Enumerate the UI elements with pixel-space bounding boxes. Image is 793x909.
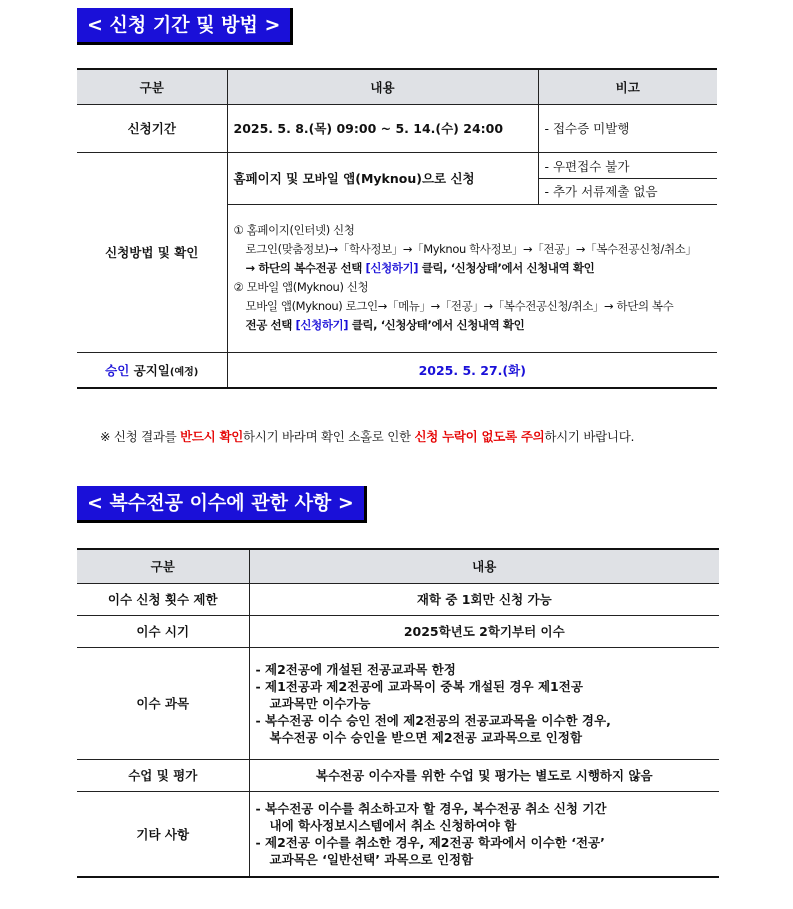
row-content-limit: 재학 중 1회만 신청 가능 [249,583,719,615]
header-content: 내용 [249,549,719,583]
row-content-period: 2025학년도 2학기부터 이수 [249,615,719,647]
row-content-class: 복수전공 이수자를 위한 수업 및 평가는 별도로 시행하지 않음 [249,759,719,791]
web-method-title: ① 홈페이지(인터넷) 신청 [233,223,355,237]
app-method-step: 전공 선택 [신청하기] 클릭, ‘신청상태’에서 신청내역 확인 [245,318,525,332]
row-label-courses: 이수 과목 [77,647,249,759]
apply-button-label: [신청하기] [365,261,419,275]
list-item: - 복수전공 이수를 취소하고자 할 경우, 복수전공 취소 신청 기간 [255,800,607,816]
list-item: - 제1전공과 제2전공에 교과목이 중복 개설된 경우 제1전공 [255,678,583,694]
header-content: 내용 [227,69,538,104]
section-title-double-major: < 복수전공 이수에 관한 사항 > [77,486,367,523]
method-note-postal: - 우편접수 불가 [539,154,718,179]
approval-label: 승인 공지일(예정) [77,352,227,388]
header-remarks: 비고 [538,69,717,104]
web-method-step: → 하단의 복수전공 선택 [신청하기] 클릭, ‘신청상태’에서 신청내역 확인 [245,261,595,275]
apply-button-label: [신청하기] [295,318,349,332]
list-item: - 복수전공 이수 승인 전에 제2전공의 전공교과목을 이수한 경우, [255,712,611,728]
row-content-courses [249,647,719,759]
method-note-documents: - 추가 서류제출 없음 [544,183,658,199]
header-category: 구분 [77,69,227,104]
row-content-other [249,791,719,877]
row-label-period: 이수 시기 [77,615,249,647]
row-label-limit: 이수 신청 횟수 제한 [77,583,249,615]
header-category: 구분 [77,549,249,583]
row-label-other: 기타 사항 [77,791,249,877]
list-item: 내에 학사정보시스템에서 취소 신청하여야 함 [269,817,517,833]
app-method-path: 모바일 앱(Myknou) 로그인→「메뉴」→「전공」→「복수전공신청/취소」→ 하단의 복수 [245,299,674,313]
method-label: 신청방법 및 확인 [77,152,227,352]
period-note: - 접수증 미발행 [538,104,717,152]
period-label: 신청기간 [77,104,227,152]
web-method-path: 로그인(맞춤정보)→「학사정보」→「Myknou 학사정보」→「전공」→「복수전공신청/취소」 [245,242,697,256]
approval-date: 2025. 5. 27.(화) [227,352,717,388]
row-label-class: 수업 및 평가 [77,759,249,791]
period-content: 2025. 5. 8.(목) 09:00 ~ 5. 14.(수) 24:00 [227,104,538,152]
notice-text: ※ 신청 결과를 반드시 확인하시기 바라며 확인 소홀로 인한 신청 누락이 없도록 주의하시기 바랍니다. [100,429,635,444]
double-major-table [77,548,719,878]
app-method-title: ② 모바일 앱(Myknou) 신청 [233,280,369,294]
list-item: 교과목만 이수가능 [269,695,371,711]
method-content: 홈페이지 및 모바일 앱(Myknou)으로 신청 [227,152,538,204]
section-title-application: < 신청 기간 및 방법 > [77,8,293,45]
application-table [77,68,717,389]
method-details [227,204,717,352]
list-item: 교과목은 ‘일반선택’ 과목으로 인정함 [269,851,474,867]
list-item: - 제2전공 이수를 취소한 경우, 제2전공 학과에서 이수한 ‘전공’ [255,834,605,850]
list-item: - 제2전공에 개설된 전공교과목 한정 [255,661,456,677]
list-item: 복수전공 이수 승인을 받으면 제2전공 교과목으로 인정함 [269,729,583,745]
method-notes [538,152,717,204]
